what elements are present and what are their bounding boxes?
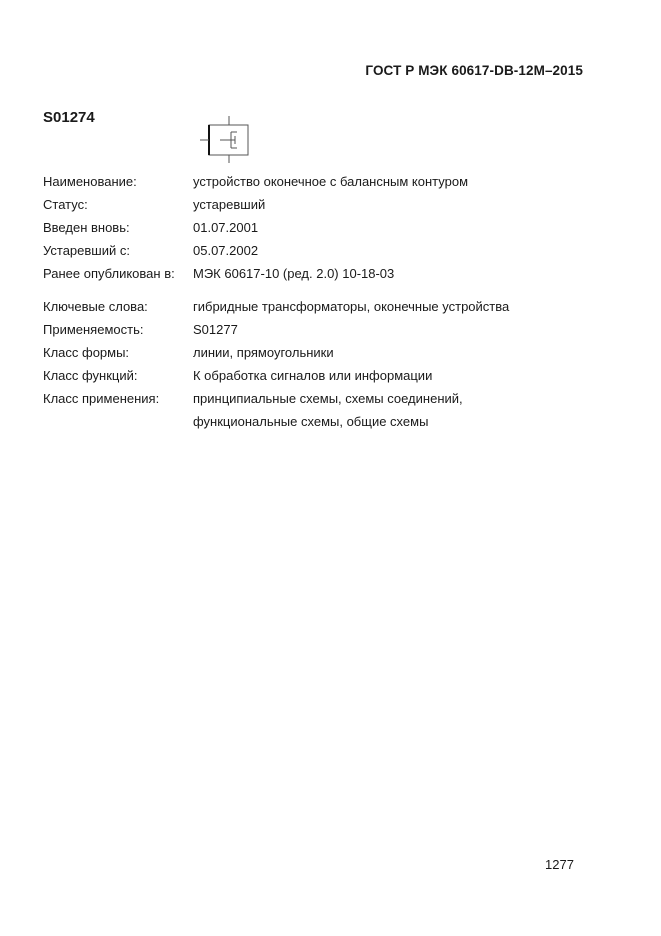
property-value: К обработка сигналов или информации [193, 368, 433, 383]
property-label: Класс функций: [43, 368, 138, 383]
property-value: МЭК 60617-10 (ред. 2.0) 10-18-03 [193, 266, 395, 281]
property-value: линии, прямоугольники [193, 345, 334, 360]
property-value: 01.07.2001 [193, 220, 259, 235]
property-label: Наименование: [43, 174, 137, 189]
property-label: Ключевые слова: [43, 299, 148, 314]
property-value: 05.07.2002 [193, 243, 259, 258]
document-standard-header: ГОСТ Р МЭК 60617-DB-12M–2015 [365, 63, 583, 78]
termination-unit-symbol-icon [195, 110, 265, 170]
property-label: Введен вновь: [43, 220, 130, 235]
property-value: функциональные схемы, общие схемы [193, 414, 429, 429]
property-label: Класс формы: [43, 345, 130, 360]
property-value: принципиальные схемы, схемы соединений, [193, 391, 463, 406]
property-label: Устаревший с: [43, 243, 130, 258]
page-number: 1277 [545, 857, 574, 872]
property-label: Статус: [43, 197, 88, 212]
property-value: устройство оконечное с балансным контуром [193, 174, 469, 189]
property-value: S01277 [193, 322, 238, 337]
symbol-code: S01274 [43, 109, 95, 126]
property-label: Класс применения: [43, 391, 160, 406]
property-value: устаревший [193, 197, 266, 212]
property-value: гибридные трансформаторы, оконечные устройства [193, 299, 510, 314]
property-label: Применяемость: [43, 322, 144, 337]
property-label: Ранее опубликован в: [43, 266, 175, 281]
